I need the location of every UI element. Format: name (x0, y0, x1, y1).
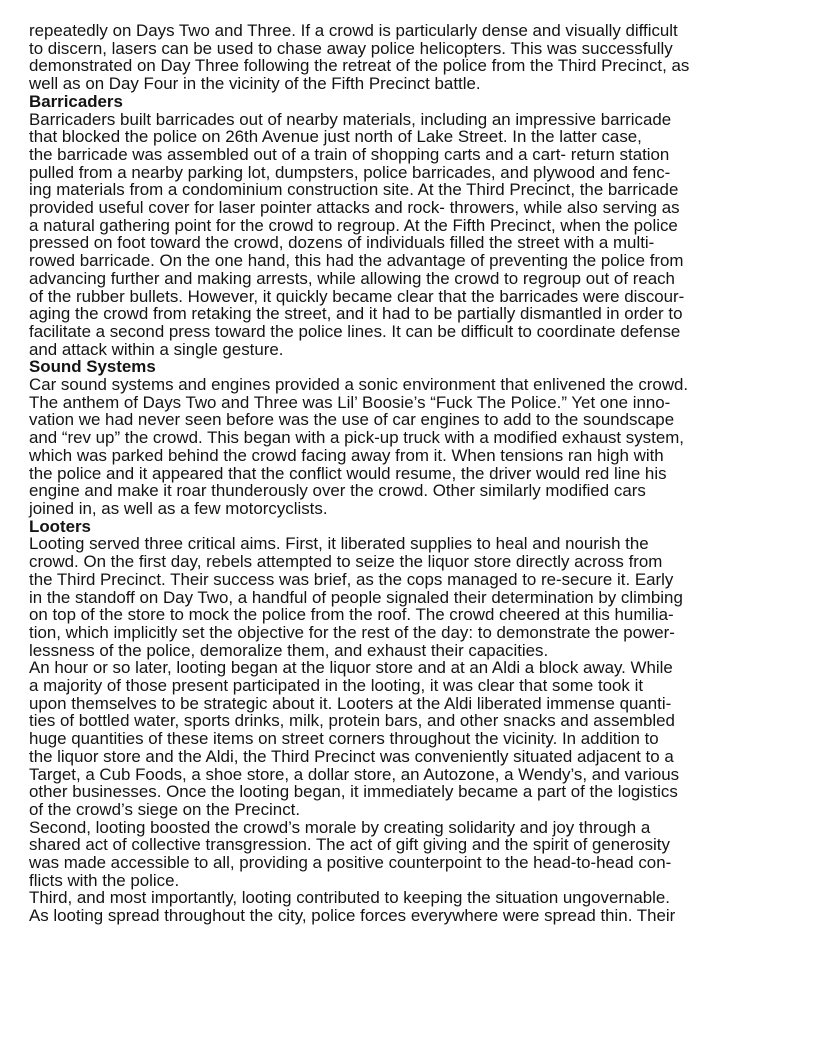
paragraph-line: aging the crowd from retaking the street, and it had to be partially dismantled in order to (29, 304, 683, 324)
paragraph-line: Second, looting boosted the crowd’s morale by creating solidarity and joy through a (29, 817, 651, 837)
paragraph-line: tion, which implicitly set the objective for the rest of the day: to demonstrate the power- (29, 622, 675, 642)
section-heading: Looters (29, 516, 91, 536)
paragraph-line: ing materials from a condominium construction site. At the Third Precinct, the barricade (29, 180, 679, 200)
paragraph-line: provided useful cover for laser pointer attacks and rock- throwers, while also serving as (29, 198, 680, 218)
paragraph-line: which was parked behind the crowd facing away from it. When tensions ran high with (29, 445, 664, 465)
paragraph-line: Target, a Cub Foods, a shoe store, a dollar store, an Autozone, a Wendy’s, and various (29, 764, 680, 784)
paragraph-line: and “rev up” the crowd. This began with a pick-up truck with a modified exhaust system, (29, 428, 684, 448)
paragraph-line: upon themselves to be strategic about it. Looters at the Aldi liberated immense quanti- (29, 693, 672, 713)
paragraph-line: pulled from a nearby parking lot, dumpsters, police barricades, and plywood and fenc- (29, 162, 671, 182)
paragraph-line: the Third Precinct. Their success was brief, as the cops managed to re-secure it. Early (29, 569, 674, 589)
paragraph-line: Third, and most importantly, looting contributed to keeping the situation ungovernable. (29, 888, 670, 908)
paragraph-line: of the crowd’s siege on the Precinct. (29, 799, 301, 819)
paragraph-line: An hour or so later, looting began at the liquor store and at an Aldi a block away. While (29, 658, 673, 678)
paragraph-line: demonstrated on Day Three following the retreat of the police from the Third Precinct, as (29, 56, 690, 76)
section-heading: Barricaders (29, 91, 123, 111)
paragraph-line: on top of the store to mock the police from the roof. The crowd cheered at this humilia- (29, 605, 674, 625)
paragraph-line: facilitate a second press toward the police lines. It can be difficult to coordinate defense (29, 321, 681, 341)
document-page (29, 22, 799, 925)
paragraph-line: pressed on foot toward the crowd, dozens of individuals filled the street with a multi- (29, 233, 655, 253)
paragraph-line: As looting spread throughout the city, police forces everywhere were spread thin. Their (29, 906, 676, 926)
paragraph-line: Looting served three critical aims. First, it liberated supplies to heal and nourish the (29, 534, 649, 554)
paragraph-line: a natural gathering point for the crowd to regroup. At the Fifth Precinct, when the police (29, 215, 678, 235)
paragraph-line: to discern, lasers can be used to chase away police helicopters. This was successfully (29, 38, 673, 58)
paragraph-line: Barricaders built barricades out of nearby materials, including an impressive barricade (29, 109, 672, 129)
section-intro (29, 22, 799, 93)
paragraph-line: advancing further and making arrests, while allowing the crowd to regroup out of reach (29, 268, 675, 288)
paragraph-line: well as on Day Four in the vicinity of the Fifth Precinct battle. (29, 74, 481, 94)
paragraph-line: the liquor store and the Aldi, the Third Precinct was conveniently situated adjacent to a (29, 746, 674, 766)
paragraph-line: rowed barricade. On the one hand, this had the advantage of preventing the police from (29, 251, 684, 271)
paragraph-line: ties of bottled water, sports drinks, milk, protein bars, and other snacks and assembled (29, 711, 675, 731)
paragraph-line: vation we had never seen before was the use of car engines to add to the soundscape (29, 410, 675, 430)
paragraph-line: Car sound systems and engines provided a sonic environment that enlivened the crowd. (29, 375, 689, 395)
paragraph-line: other businesses. Once the looting began, it immediately became a part of the logistics (29, 782, 678, 802)
section-sound-systems (29, 358, 799, 517)
paragraph-line: crowd. On the first day, rebels attempted to seize the liquor store directly across from (29, 552, 663, 572)
paragraph-line: the barricade was assembled out of a train of shopping carts and a cart- return station (29, 144, 670, 164)
section-looters (29, 518, 799, 925)
paragraph-line: shared act of collective transgression. The act of gift giving and the spirit of generosity (29, 835, 670, 855)
paragraph-line: that blocked the police on 26th Avenue just north of Lake Street. In the latter case, (29, 127, 642, 147)
paragraph-line: in the standoff on Day Two, a handful of people signaled their determination by climbing (29, 587, 683, 607)
paragraph-line: joined in, as well as a few motorcyclists. (29, 498, 328, 518)
section-heading: Sound Systems (29, 357, 156, 377)
paragraph-line: huge quantities of these items on street corners throughout the vicinity. In addition to (29, 729, 659, 749)
paragraph-line: the police and it appeared that the conflict would resume, the driver would red line his (29, 463, 667, 483)
paragraph-line: The anthem of Days Two and Three was Lil’ Boosie’s “Fuck The Police.” Yet one inno- (29, 392, 671, 412)
paragraph-line: and attack within a single gesture. (29, 339, 284, 359)
paragraph-line: lessness of the police, demoralize them, and exhaust their capacities. (29, 640, 549, 660)
paragraph-line: was made accessible to all, providing a positive counterpoint to the head-to-head con- (29, 853, 672, 873)
paragraph-line: repeatedly on Days Two and Three. If a crowd is particularly dense and visually difficult (29, 21, 678, 40)
section-barricaders (29, 93, 799, 359)
paragraph-line: a majority of those present participated in the looting, it was clear that some took it (29, 676, 644, 696)
paragraph-line: engine and make it roar thunderously over the crowd. Other similarly modified cars (29, 481, 646, 501)
paragraph-line: flicts with the police. (29, 870, 180, 890)
paragraph-line: of the rubber bullets. However, it quickly became clear that the barricades were discour- (29, 286, 685, 306)
